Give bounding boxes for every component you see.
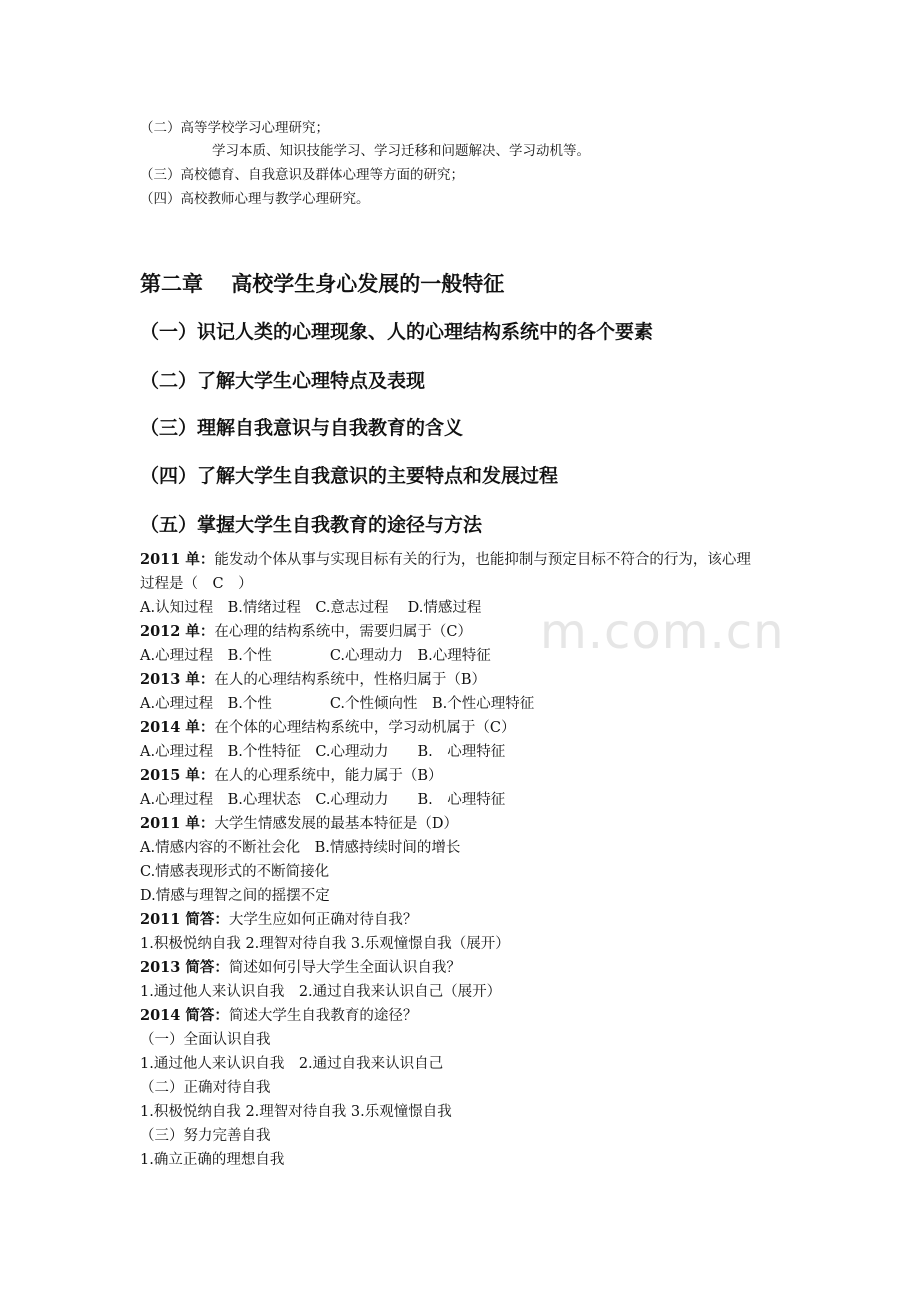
- question-3-text: 在人的心理结构系统中，性格归属于（B）: [214, 672, 487, 688]
- short-answer-2-year: 2013 简答：: [140, 959, 229, 976]
- question-5-year: 2015 单：: [140, 767, 215, 784]
- short-answer-3-point-3-detail: 1.确立正确的理想自我: [140, 1152, 285, 1168]
- short-answer-1-answer: 1.积极悦纳自我 2.理智对待自我 3.乐观憧憬自我（展开）: [140, 936, 510, 952]
- question-4-text: 在个体的心理结构系统中，学习动机属于（C）: [214, 720, 516, 736]
- short-answer-2-text: 简述如何引导大学生全面认识自我？: [228, 960, 461, 976]
- short-answer-3: [140, 1004, 417, 1025]
- short-answer-2-answer: 1.通过他人来认识自我 2.通过自我来认识自己（展开）: [140, 984, 502, 1000]
- question-6-option-d: D.情感与理智之间的摇摆不定: [140, 888, 330, 904]
- chapter-title: 第二章 高校学生身心发展的一般特征: [140, 272, 505, 296]
- question-4-options: A.心理过程 B.个性特征 C.心理动力 B. 心理特征: [140, 744, 506, 760]
- question-5-text: 在人的心理系统中，能力属于（B）: [214, 768, 443, 784]
- short-answer-1-year: 2011 简答：: [140, 911, 229, 928]
- question-1-options: A.认知过程 B.情绪过程 C.意志过程 D.情感过程: [140, 600, 482, 616]
- watermark: m.com.cn: [540, 604, 785, 660]
- intro-item-4: （四）高校教师心理与教学心理研究。: [140, 191, 370, 207]
- question-5-options: A.心理过程 B.心理状态 C.心理动力 B. 心理特征: [140, 792, 506, 808]
- objective-3: （三）理解自我意识与自我教育的含义: [140, 417, 464, 439]
- objective-4: （四）了解大学生自我意识的主要特点和发展过程: [140, 465, 559, 487]
- question-6-options-ab: A.情感内容的不断社会化 B.情感持续时间的增长: [140, 840, 461, 856]
- intro-item-2-detail: 学习本质、知识技能学习、学习迁移和问题解决、学习动机等。: [212, 143, 590, 159]
- question-5: [140, 764, 443, 785]
- short-answer-3-point-3: （三）努力完善自我: [140, 1128, 271, 1144]
- question-2: [140, 620, 472, 641]
- question-4-year: 2014 单：: [140, 719, 215, 736]
- objective-2: （二）了解大学生心理特点及表现: [140, 370, 426, 392]
- intro-item-2: （二）高等学校学习心理研究；: [140, 120, 329, 136]
- question-4: [140, 716, 516, 737]
- question-6-text: 大学生情感发展的最基本特征是（D）: [214, 816, 459, 832]
- question-1-text: 能发动个体从事与实现目标有关的行为，也能抑制与预定目标不符合的行为，该心理: [214, 552, 751, 568]
- question-6-year: 2011 单：: [140, 815, 215, 832]
- short-answer-3-point-1: （一）全面认识自我: [140, 1032, 271, 1048]
- short-answer-3-point-2-detail: 1.积极悦纳自我 2.理智对待自我 3.乐观憧憬自我: [140, 1104, 452, 1120]
- short-answer-3-year: 2014 简答：: [140, 1007, 229, 1024]
- question-6: [140, 812, 458, 833]
- short-answer-3-text: 简述大学生自我教育的途径？: [228, 1008, 418, 1024]
- short-answer-3-point-2: （二）正确对待自我: [140, 1080, 271, 1096]
- objective-1: （一）识记人类的心理现象、人的心理结构系统中的各个要素: [140, 321, 654, 343]
- question-1-text-cont: 过程是（ C ）: [140, 576, 253, 592]
- intro-item-3: （三）高校德育、自我意识及群体心理等方面的研究；: [140, 167, 464, 183]
- question-2-year: 2012 单：: [140, 623, 215, 640]
- objective-5: （五）掌握大学生自我教育的途径与方法: [140, 514, 483, 536]
- question-1-year: 2011 单：: [140, 551, 215, 568]
- question-1: [140, 548, 751, 569]
- question-3-year: 2013 单：: [140, 671, 215, 688]
- question-2-text: 在心理的结构系统中，需要归属于（C）: [214, 624, 472, 640]
- question-3: [140, 668, 486, 689]
- short-answer-1: [140, 908, 417, 929]
- question-2-options: A.心理过程 B.个性 C.心理动力 B.心理特征: [140, 648, 491, 664]
- short-answer-3-point-1-detail: 1.通过他人来认识自我 2.通过自我来认识自己: [140, 1056, 444, 1072]
- short-answer-2: [140, 956, 461, 977]
- question-6-option-c: C.情感表现形式的不断简接化: [140, 864, 330, 880]
- short-answer-1-text: 大学生应如何正确对待自我？: [228, 912, 418, 928]
- question-3-options: A.心理过程 B.个性 C.个性倾向性 B.个性心理特征: [140, 696, 535, 712]
